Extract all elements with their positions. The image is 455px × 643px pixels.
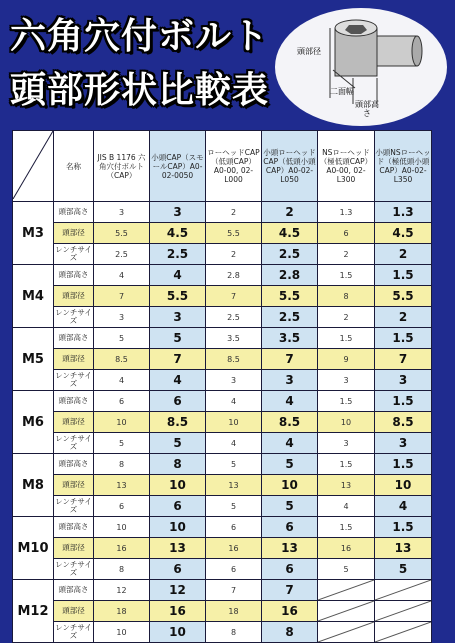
table-cell: 1.5 <box>375 391 432 412</box>
table-cell: 5 <box>206 496 262 517</box>
table-cell: 10 <box>150 517 206 538</box>
size-label: M4 <box>13 265 54 328</box>
table-cell: 1.5 <box>375 265 432 286</box>
row-label: 頭部径 <box>54 349 94 370</box>
row-label: 頭部高さ <box>54 580 94 601</box>
table-cell: 4.5 <box>262 223 318 244</box>
table-cell: 2 <box>318 307 375 328</box>
table-row <box>13 370 432 391</box>
bolt-diagram <box>275 8 447 126</box>
table-cell: 7 <box>94 286 150 307</box>
table-cell: 3 <box>262 370 318 391</box>
table-cell <box>375 622 432 643</box>
row-label: 頭部高さ <box>54 391 94 412</box>
empty-cell-diagonal <box>375 580 431 600</box>
table-cell: 2.5 <box>150 244 206 265</box>
table-cell: 5.5 <box>150 286 206 307</box>
table-cell: 6 <box>150 391 206 412</box>
header-row <box>13 131 432 202</box>
label-head-dia: 頭部径 <box>297 47 321 56</box>
table-cell: 5 <box>150 433 206 454</box>
empty-cell-diagonal <box>375 622 431 642</box>
table-cell: 1.5 <box>318 391 375 412</box>
table-cell: 7 <box>206 580 262 601</box>
table-cell: 2 <box>375 307 432 328</box>
table-row <box>13 391 432 412</box>
table-row <box>13 202 432 223</box>
table-cell: 5.5 <box>94 223 150 244</box>
table-cell: 5 <box>262 496 318 517</box>
row-label: 頭部径 <box>54 223 94 244</box>
table-cell: 5 <box>94 328 150 349</box>
table-row <box>13 601 432 622</box>
row-label: 頭部高さ <box>54 454 94 475</box>
table-cell: 8.5 <box>262 412 318 433</box>
table-row <box>13 433 432 454</box>
table-cell: 16 <box>94 538 150 559</box>
table-cell: 8.5 <box>375 412 432 433</box>
size-label: M3 <box>13 202 54 265</box>
table-cell: 18 <box>94 601 150 622</box>
table-cell: 8 <box>206 622 262 643</box>
row-label: 頭部径 <box>54 286 94 307</box>
empty-cell-diagonal <box>318 580 374 600</box>
table-cell: 3 <box>318 370 375 391</box>
table-row <box>13 454 432 475</box>
table-row <box>13 496 432 517</box>
title-line-1: 六角穴付ボルト <box>10 16 270 57</box>
table-cell: 5.5 <box>375 286 432 307</box>
table-cell: 16 <box>206 538 262 559</box>
table-cell: 4.5 <box>150 223 206 244</box>
table-row <box>13 412 432 433</box>
row-label: 頭部高さ <box>54 265 94 286</box>
table-row <box>13 349 432 370</box>
col-header-2: 小頭CAP（スモールCAP）A0-02-0050 <box>150 131 206 202</box>
table-cell: 4 <box>150 370 206 391</box>
table-cell: 3 <box>94 307 150 328</box>
row-label: 頭部高さ <box>54 328 94 349</box>
table-cell: 4 <box>262 433 318 454</box>
table-row <box>13 559 432 580</box>
table-cell: 1.3 <box>375 202 432 223</box>
table-cell: 1.5 <box>375 328 432 349</box>
table-cell: 16 <box>150 601 206 622</box>
table-cell: 2.8 <box>262 265 318 286</box>
table-cell: 1.5 <box>375 517 432 538</box>
table-cell: 6 <box>206 517 262 538</box>
row-label: 頭部高さ <box>54 517 94 538</box>
table-cell: 5.5 <box>206 223 262 244</box>
table-cell: 3 <box>206 370 262 391</box>
table-cell: 4 <box>375 496 432 517</box>
table-cell: 8 <box>318 286 375 307</box>
table-cell: 6 <box>262 559 318 580</box>
table-row <box>13 223 432 244</box>
corner-diagonal <box>13 131 54 202</box>
row-label: レンチサイズ <box>54 244 94 265</box>
table-cell: 6 <box>150 559 206 580</box>
label-two-faces: 二面幅 <box>330 87 354 96</box>
table-cell: 3 <box>375 433 432 454</box>
table-row <box>13 328 432 349</box>
table-cell: 2.5 <box>262 307 318 328</box>
table-cell: 7 <box>375 349 432 370</box>
size-label: M6 <box>13 391 54 454</box>
table-cell: 2 <box>318 244 375 265</box>
table-cell: 5 <box>206 454 262 475</box>
size-label: M12 <box>13 580 54 643</box>
table-cell: 8 <box>150 454 206 475</box>
table-cell: 4 <box>94 265 150 286</box>
table-cell: 13 <box>94 475 150 496</box>
diagonal-line <box>13 131 53 199</box>
table-cell: 18 <box>206 601 262 622</box>
table-cell: 2.5 <box>206 307 262 328</box>
table-cell: 10 <box>375 475 432 496</box>
table-row <box>13 244 432 265</box>
table-cell: 8 <box>262 622 318 643</box>
col-header-3: ローヘッドCAP（低頭CAP）A0-00, 02-L000 <box>206 131 262 202</box>
table-cell: 4 <box>206 433 262 454</box>
table-cell: 5 <box>318 559 375 580</box>
table-cell: 3 <box>150 202 206 223</box>
table-cell: 2 <box>206 244 262 265</box>
empty-cell-diagonal <box>318 601 374 621</box>
table-row <box>13 538 432 559</box>
row-label: レンチサイズ <box>54 559 94 580</box>
table-cell: 5.5 <box>262 286 318 307</box>
label-head-height: 頭部高さ <box>355 100 379 118</box>
col-header-6: 小頭NSローヘッド（極低頭小頭CAP）A0-02-L350 <box>375 131 432 202</box>
table-cell: 10 <box>150 475 206 496</box>
table-cell: 4.5 <box>375 223 432 244</box>
size-label: M8 <box>13 454 54 517</box>
table-cell: 6 <box>94 496 150 517</box>
table-cell: 4 <box>150 265 206 286</box>
table-cell: 3 <box>375 370 432 391</box>
table-cell: 6 <box>94 391 150 412</box>
table-cell: 6 <box>262 517 318 538</box>
table-row <box>13 517 432 538</box>
table-cell: 8.5 <box>206 349 262 370</box>
table-cell: 2.5 <box>262 244 318 265</box>
size-label: M5 <box>13 328 54 391</box>
table-cell: 6 <box>206 559 262 580</box>
table-row <box>13 475 432 496</box>
table-cell: 16 <box>318 538 375 559</box>
row-label: レンチサイズ <box>54 307 94 328</box>
table-cell: 3.5 <box>262 328 318 349</box>
table-cell: 8 <box>94 454 150 475</box>
table-cell: 16 <box>262 601 318 622</box>
title-line-2: 頭部形状比較表 <box>10 70 270 111</box>
row-label: 頭部径 <box>54 601 94 622</box>
row-label: レンチサイズ <box>54 496 94 517</box>
table-cell: 10 <box>94 412 150 433</box>
table-cell: 6 <box>150 496 206 517</box>
table-cell: 9 <box>318 349 375 370</box>
table-cell: 3 <box>150 307 206 328</box>
row-label: 頭部径 <box>54 538 94 559</box>
table-cell: 1.5 <box>375 454 432 475</box>
table-cell: 12 <box>94 580 150 601</box>
table-cell: 7 <box>262 580 318 601</box>
table-cell: 3 <box>94 202 150 223</box>
table-cell: 5 <box>150 328 206 349</box>
table-cell <box>375 580 432 601</box>
table-cell: 13 <box>318 475 375 496</box>
table-cell <box>318 622 375 643</box>
col-header-4: 小頭ローヘッドCAP（低頭小頭CAP）A0-02-L050 <box>262 131 318 202</box>
table-cell: 2.5 <box>94 244 150 265</box>
table-cell: 13 <box>375 538 432 559</box>
table-cell: 1.5 <box>318 328 375 349</box>
size-label: M10 <box>13 517 54 580</box>
table-cell: 10 <box>318 412 375 433</box>
row-label: 頭部径 <box>54 475 94 496</box>
table-cell: 2 <box>206 202 262 223</box>
table-row <box>13 307 432 328</box>
table-cell: 8.5 <box>150 412 206 433</box>
table-cell <box>318 601 375 622</box>
table-cell: 8 <box>94 559 150 580</box>
row-label: 頭部高さ <box>54 202 94 223</box>
table-row <box>13 286 432 307</box>
row-label: レンチサイズ <box>54 370 94 391</box>
table-cell: 1.5 <box>318 517 375 538</box>
header-corner-label: 名称 <box>54 131 94 202</box>
table-cell: 1.3 <box>318 202 375 223</box>
table-cell: 5 <box>262 454 318 475</box>
table-cell: 13 <box>206 475 262 496</box>
table-cell: 7 <box>262 349 318 370</box>
table-cell: 2 <box>375 244 432 265</box>
table-cell: 4 <box>262 391 318 412</box>
table-cell: 13 <box>150 538 206 559</box>
table-cell: 7 <box>150 349 206 370</box>
table-cell: 13 <box>262 538 318 559</box>
empty-cell-diagonal <box>375 601 431 621</box>
table-cell: 6 <box>318 223 375 244</box>
table-cell: 1.5 <box>318 454 375 475</box>
table-row <box>13 580 432 601</box>
row-label: 頭部径 <box>54 412 94 433</box>
table-cell: 3 <box>318 433 375 454</box>
table-row <box>13 622 432 643</box>
table-cell: 1.5 <box>318 265 375 286</box>
row-label: レンチサイズ <box>54 622 94 643</box>
table-cell: 7 <box>206 286 262 307</box>
table-cell: 10 <box>206 412 262 433</box>
table-cell: 10 <box>150 622 206 643</box>
table-cell: 4 <box>94 370 150 391</box>
table-cell: 2.8 <box>206 265 262 286</box>
table-cell: 10 <box>262 475 318 496</box>
table-cell: 4 <box>318 496 375 517</box>
table-cell: 12 <box>150 580 206 601</box>
table-cell: 3.5 <box>206 328 262 349</box>
table-cell: 5 <box>94 433 150 454</box>
comparison-table <box>12 130 432 643</box>
table-cell: 2 <box>262 202 318 223</box>
table-cell <box>375 601 432 622</box>
col-header-5: NSローヘッド（極低頭CAP）A0-00, 02-L300 <box>318 131 375 202</box>
empty-cell-diagonal <box>318 622 374 642</box>
row-label: レンチサイズ <box>54 433 94 454</box>
table-cell <box>318 580 375 601</box>
table-cell: 8.5 <box>94 349 150 370</box>
table-cell: 5 <box>375 559 432 580</box>
table-cell: 10 <box>94 517 150 538</box>
col-header-1: JIS B 1176 六角穴付ボルト（CAP） <box>94 131 150 202</box>
table-cell: 4 <box>206 391 262 412</box>
table-cell: 10 <box>94 622 150 643</box>
table-row <box>13 265 432 286</box>
